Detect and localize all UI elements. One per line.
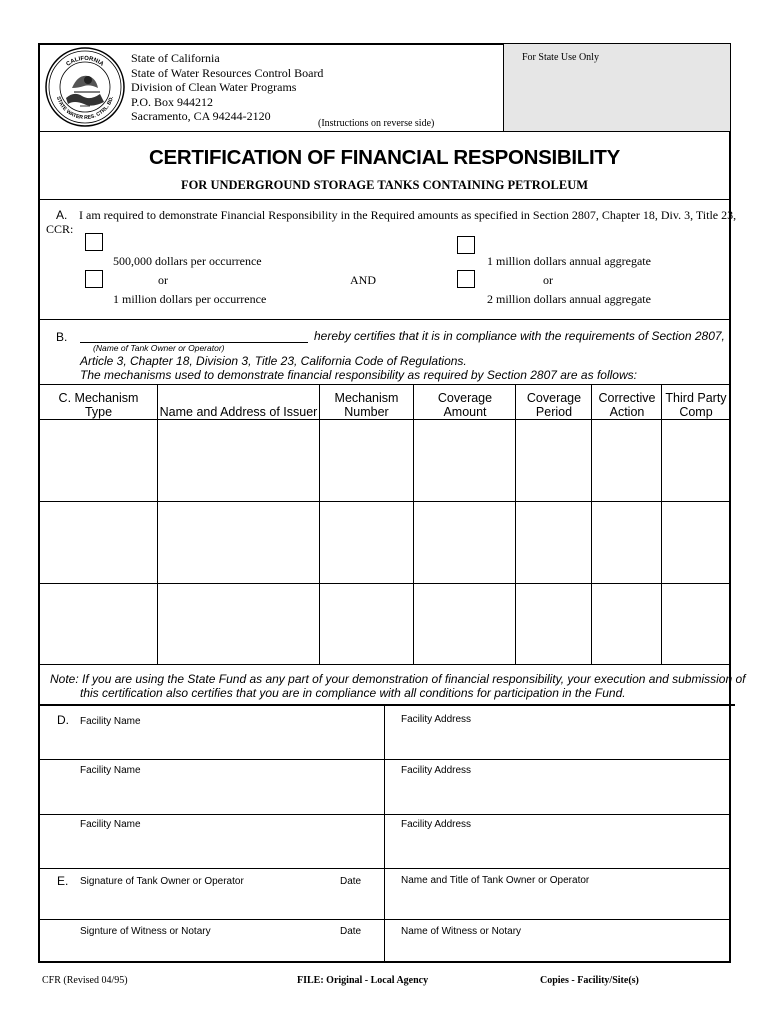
- svg-text:CALIFORNIA: CALIFORNIA: [65, 55, 105, 68]
- note-text: Note: If you are using the State Fund as any part of your demonstration of financial responsibility, your execution and submission of this certification also certifies that you are in compliance with all conditions for participation in the Fund.: [50, 672, 746, 700]
- row-divider: [38, 759, 731, 760]
- page-subtitle: FOR UNDERGROUND STORAGE TANKS CONTAINING PETROLEUM: [180, 178, 589, 192]
- and-label: AND: [350, 273, 376, 287]
- facility-name-3: Facility Name: [80, 819, 141, 830]
- signature-owner-label: Signature of Tank Owner or Operator: [80, 876, 244, 887]
- section-d-divider: [384, 706, 385, 963]
- facility-name-field[interactable]: [40, 780, 383, 813]
- instructions-note: (Instructions on reverse side): [318, 118, 435, 129]
- row-divider: [38, 868, 731, 869]
- facility-name-field[interactable]: [40, 834, 383, 867]
- revision-label: CFR (Revised 04/95): [42, 975, 128, 986]
- facility-name-2: Facility Name: [80, 765, 141, 776]
- table-bottom: [38, 664, 731, 665]
- facility-address-field[interactable]: [386, 834, 729, 867]
- section-d-letter: D.: [57, 713, 69, 727]
- col-coverage-period: Coverage Period: [526, 391, 582, 419]
- or-label: or: [158, 273, 168, 287]
- col-mechanism-number: Mechanism Number: [334, 391, 399, 419]
- table-col-line: [591, 384, 592, 664]
- agency-line: P.O. Box 944212: [131, 94, 214, 109]
- section-a-text: I am required to demonstrate Financial Responsibility in the Required amounts as specified in Section 2807, Chapter 18, Div. 3, Title 23,: [79, 208, 737, 222]
- agency-line: Division of Clean Water Programs: [131, 80, 297, 95]
- date-label: Date: [340, 926, 362, 937]
- agency-line: State of California: [131, 51, 220, 65]
- divider: [38, 384, 731, 385]
- signature-witness-field[interactable]: [40, 940, 383, 961]
- col-mechanism-type: C. Mechanism Type: [58, 391, 139, 419]
- facility-address-2: Facility Address: [401, 765, 472, 776]
- file-label: FILE: Original - Local Agency: [297, 975, 429, 986]
- signature-witness-label: Signture of Witness or Notary: [80, 926, 211, 937]
- checkbox-500k-occurrence[interactable]: [85, 233, 103, 251]
- page-title: CERTIFICATION OF FINANCIAL RESPONSIBILITY: [149, 146, 620, 169]
- owner-name-field[interactable]: [80, 327, 308, 343]
- facility-address-field[interactable]: [386, 730, 729, 758]
- facility-address-field[interactable]: [386, 780, 729, 813]
- state-use-label: For State Use Only: [522, 52, 599, 63]
- table-col-line: [157, 384, 158, 664]
- divider: [38, 199, 731, 200]
- copies-label: Copies - Facility/Site(s): [540, 975, 639, 986]
- section-b-line3: The mechanisms used to demonstrate financial responsibility as required by Section 2807 are as follows:: [80, 368, 637, 382]
- state-seal: [44, 46, 126, 128]
- checkbox-1m-aggregate[interactable]: [457, 236, 475, 254]
- col-corrective-action: Corrective Action: [598, 391, 656, 419]
- checkbox-2m-aggregate[interactable]: [457, 270, 475, 288]
- option-1m-aggregate: 1 million dollars annual aggregate: [487, 254, 651, 268]
- facility-name-1: Facility Name: [80, 716, 141, 727]
- name-witness-field[interactable]: [386, 940, 729, 961]
- svg-text:STATE WATER RES. CTRL. BD.: STATE WATER RES. CTRL. BD.: [54, 95, 116, 122]
- col-third-party: Third Party Comp: [665, 391, 727, 419]
- checkbox-1m-occurrence[interactable]: [85, 270, 103, 288]
- table-col-line: [413, 384, 414, 664]
- row-divider: [38, 919, 731, 920]
- option-2m-aggregate: 2 million dollars annual aggregate: [487, 292, 651, 306]
- col-issuer: Name and Address of Issuer: [159, 405, 318, 419]
- table-col-line: [319, 384, 320, 664]
- facility-name-field[interactable]: [40, 730, 383, 758]
- table-col-line: [515, 384, 516, 664]
- agency-line: Sacramento, CA 94244-2120: [131, 109, 271, 124]
- divider: [38, 319, 731, 320]
- table-row-divider: [38, 501, 731, 502]
- section-b-line2: Article 3, Chapter 18, Division 3, Title 23, California Code of Regulations.: [80, 354, 467, 368]
- facility-address-3: Facility Address: [401, 819, 472, 830]
- divider: [38, 704, 735, 706]
- facility-address-1: Facility Address: [401, 714, 472, 725]
- agency-address: [131, 51, 323, 124]
- table-row-divider: [38, 583, 731, 584]
- divider: [38, 131, 731, 132]
- certifies-text: hereby certifies that it is in compliance with the requirements of Section 2807,: [314, 329, 725, 343]
- option-500k-occurrence: 500,000 dollars per occurrence: [113, 254, 262, 268]
- date-label: Date: [340, 876, 362, 887]
- section-e-letter: E.: [57, 874, 69, 888]
- section-a-letter: A.: [56, 208, 68, 222]
- table-col-line: [661, 384, 662, 664]
- section-a-ccr: CCR:: [46, 222, 74, 236]
- section-c-letter: C.: [58, 391, 72, 405]
- col-coverage-amount: Coverage Amount: [437, 391, 493, 419]
- name-title-owner-label: Name and Title of Tank Owner or Operator: [401, 875, 590, 886]
- row-divider: [38, 814, 731, 815]
- option-1m-occurrence: 1 million dollars per occurrence: [113, 292, 267, 306]
- section-b-letter: B.: [56, 330, 68, 344]
- name-title-owner-field[interactable]: [386, 890, 729, 918]
- owner-name-label: (Name of Tank Owner or Operator): [93, 343, 225, 353]
- table-header-divider: [38, 419, 731, 420]
- or-label: or: [543, 273, 553, 287]
- agency-line: State of Water Resources Control Board: [131, 65, 324, 80]
- name-witness-label: Name of Witness or Notary: [401, 926, 522, 937]
- signature-owner-field[interactable]: [40, 890, 383, 918]
